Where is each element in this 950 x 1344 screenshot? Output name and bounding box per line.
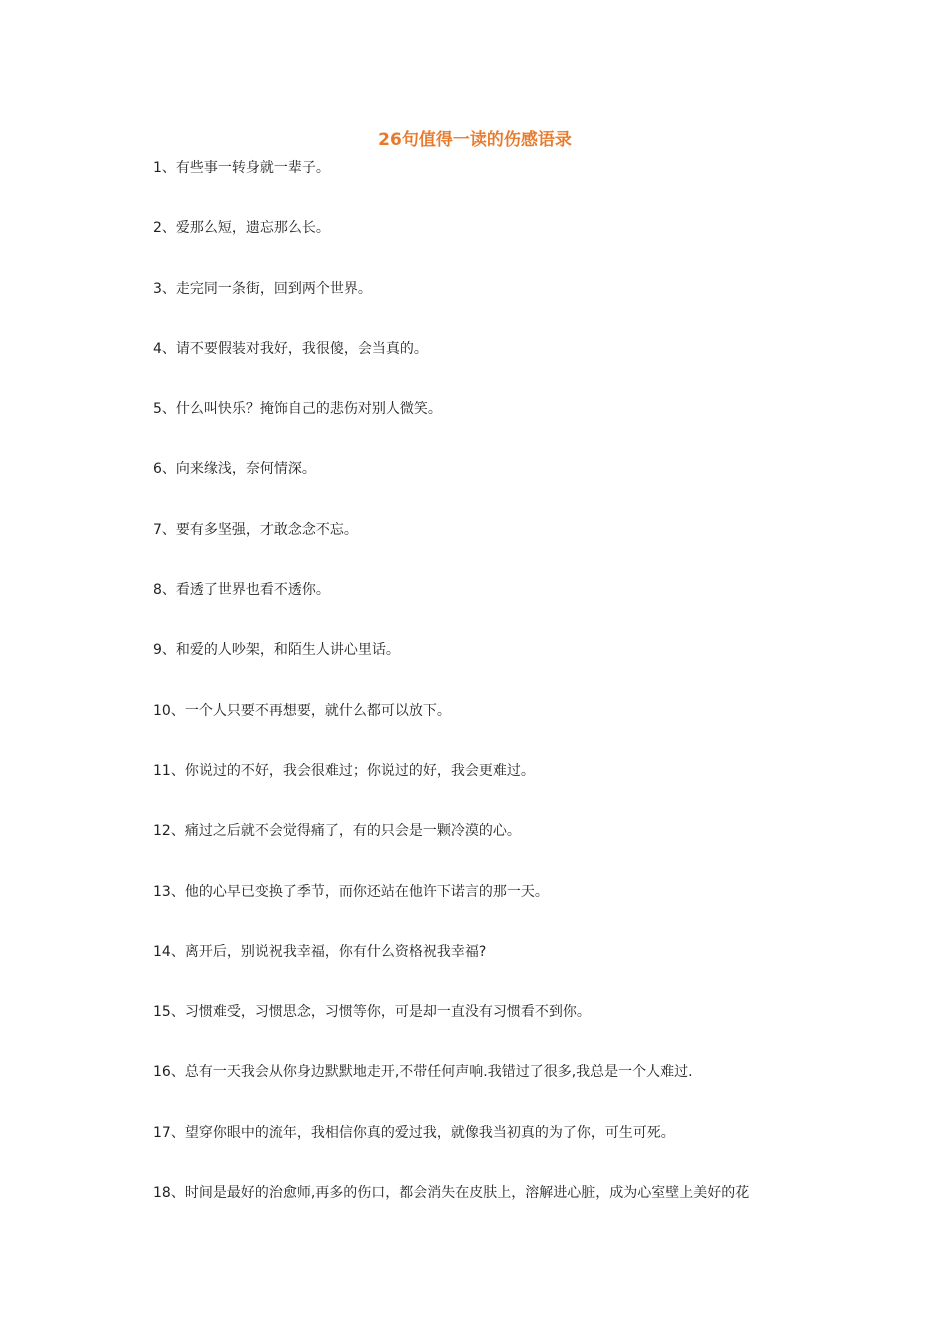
quote-item-6: 6、向来缘浅，奈何情深。 xyxy=(153,461,316,478)
document-title: 26句值得一读的伤感语录 xyxy=(378,130,572,150)
quote-item-5: 5、什么叫快乐？掩饰自己的悲伤对别人微笑。 xyxy=(153,401,442,418)
quote-list xyxy=(153,155,813,1240)
quote-item-9: 9、和爱的人吵架，和陌生人讲心里话。 xyxy=(153,642,400,659)
quote-item-2: 2、爱那么短，遗忘那么长。 xyxy=(153,220,330,237)
quote-item-17: 17、望穿你眼中的流年，我相信你真的爱过我，就像我当初真的为了你，可生可死。 xyxy=(153,1124,675,1141)
quote-item-7: 7、要有多坚强，才敢念念不忘。 xyxy=(153,521,358,538)
quote-item-1: 1、有些事一转身就一辈子。 xyxy=(153,160,330,176)
quote-item-3: 3、走完同一条街，回到两个世界。 xyxy=(153,280,372,297)
quote-item-8: 8、看透了世界也看不透你。 xyxy=(153,582,330,599)
quote-item-10: 10、一个人只要不再想要，就什么都可以放下。 xyxy=(153,702,451,719)
quote-item-12: 12、痛过之后就不会觉得痛了，有的只会是一颗冷漠的心。 xyxy=(153,823,521,840)
quote-item-11: 11、你说过的不好，我会很难过；你说过的好，我会更难过。 xyxy=(153,762,535,779)
quote-item-14: 14、离开后，别说祝我幸福，你有什么资格祝我幸福? xyxy=(153,943,487,960)
quote-item-15: 15、习惯难受，习惯思念，习惯等你，可是却一直没有习惯看不到你。 xyxy=(153,1004,591,1021)
quote-item-16: 16、总有一天我会从你身边默默地走开,不带任何声响.我错过了很多,我总是一个人难过. xyxy=(153,1064,693,1081)
quote-item-4: 4、请不要假装对我好，我很傻，会当真的。 xyxy=(153,340,428,357)
quote-item-13: 13、他的心早已变换了季节，而你还站在他许下诺言的那一天。 xyxy=(153,883,549,900)
quote-item-18: 18、时间是最好的治愈师,再多的伤口，都会消失在皮肤上，溶解进心脏，成为心室壁上美好的花 xyxy=(153,1185,750,1202)
